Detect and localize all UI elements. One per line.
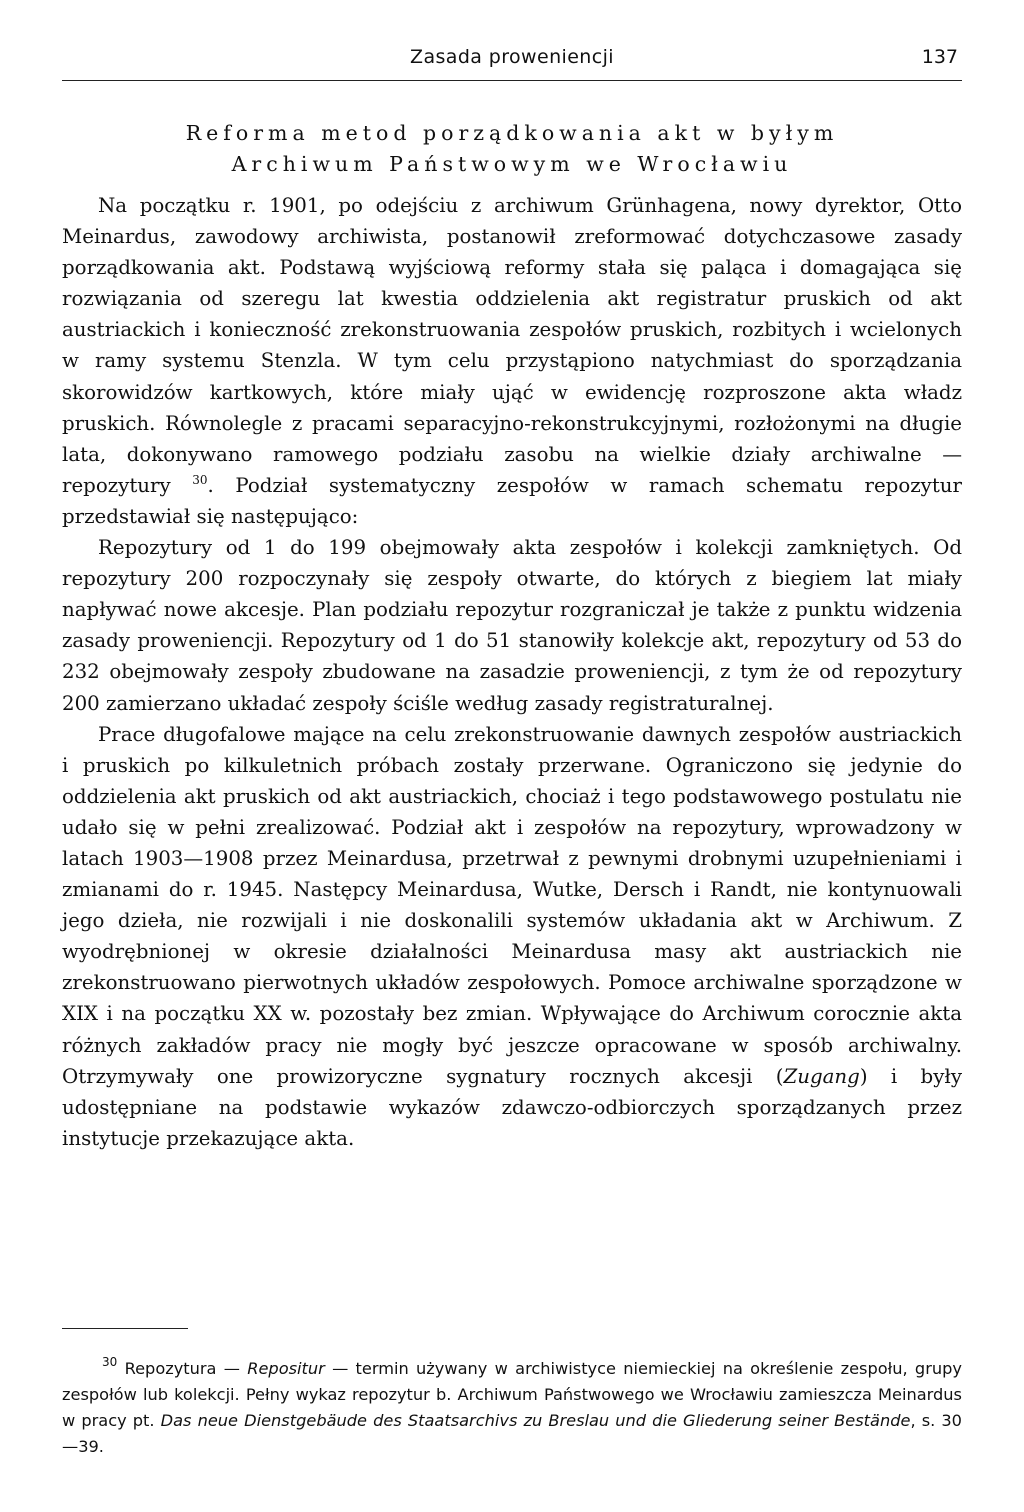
footnotes (62, 1356, 962, 1460)
footnote-30 (62, 1356, 962, 1460)
footnote-pages: , s. 30—39. (62, 1411, 962, 1456)
paragraph-1-text: Na początku r. 1901, po odejściu z archiwum Grünhagena, nowy dyrektor, Otto Meinardus, zawodowy archiwista, postanowił zreformować dotychczasowe zasady porządkowania akt. Podstawą wyjściową reformy stała się paląca i domagająca się rozwiązania od szeregu lat kwestia oddzielenia akt registratur pruskich od akt austriackich i konieczność zrekonstruowania zespołów pruskich, rozbitych i wcielonych w ramy systemu Stenzla. W tym celu przystąpiono natychmiast do sporządzania skorowidzów kartkowych, które miały ująć w ewidencję rozproszone akta władz pruskich. Równolegle z pracami separacyjno-rekonstrukcyjnymi, rozłożonymi na długie lata, dokonywano ramowego podziału zasobu na wielkie działy archiwalne — repozytury (62, 194, 962, 497)
footnote-italic-term: Repositur (247, 1359, 325, 1378)
footnote-divider (62, 1328, 188, 1329)
section-title (62, 118, 962, 180)
section-title-line-1: Reforma metod porządkowania akt w byłym (185, 121, 839, 145)
paragraph-2: Repozytury od 1 do 199 obejmowały akta zespołów i kolekcji zamkniętych. Od repozytury 200 rozpoczynały się zespoły otwarte, do których z biegiem lat miały napływać nowe akcesje. Plan podziału repozytur rozgraniczał je także z punktu widzenia zasady proweniencji. Repozytury od 1 do 51 stanowiły kolekcje akt, repozytury od 53 do 232 obejmowały zespoły zbudowane na zasadzie proweniencji, z tym że od repozytury 200 zamierzano układać zespoły ściśle według zasady registraturalnej. (62, 536, 962, 715)
paragraph-3-text-continued: ) i były udostępniane na podstawie wykazów zdawczo-odbiorczych sporządzanych przez instytucje przekazujące akta. (62, 1064, 962, 1150)
footnote-text: Repozytura — (124, 1359, 248, 1378)
paragraph-1 (62, 190, 962, 532)
page-number: 137 (921, 46, 958, 68)
footnote-reference: 30 (192, 472, 208, 487)
footnote-cited-work: Das neue Dienstgebäude des Staatsarchivs zu Breslau und die Gliederung seiner Bestände (160, 1411, 911, 1430)
body-text (62, 190, 962, 1154)
italic-term-zugang: Zugang (783, 1064, 860, 1088)
paragraph-1-text-continued: . Podział systematyczny zespołów w ramach schematu repozytur przedstawiał się następująco: (62, 473, 962, 528)
footnote-text-continued: — termin używany w archiwistyce niemieckiej na określenie zespołu, grupy zespołów lub kolekcji. Pełny wykaz repozytur b. Archiwum Państwowego we Wrocławiu zamieszcza Meinardus w pracy pt. (62, 1359, 962, 1430)
running-header (62, 46, 962, 81)
footnote-number: 30 (102, 1355, 118, 1369)
running-title: Zasada proweniencji (410, 46, 614, 68)
paragraph-3 (62, 719, 962, 1154)
section-title-line-2: Archiwum Państwowym we Wrocławiu (231, 152, 793, 176)
paragraph-3-text: Prace długofalowe mające na celu zrekonstruowanie dawnych zespołów austriackich i pruskich po kilkuletnich próbach zostały przerwane. Ograniczono się jedynie do oddzielenia akt pruskich od akt austriackich, chociaż i tego podstawowego postulatu nie udało się w pełni zrealizować. Podział akt i zespołów na repozytury, wprowadzony w latach 1903—1908 przez Meinardusa, przetrwał z pewnymi drobnymi uzupełnieniami i zmianami do r. 1945. Następcy Meinardusa, Wutke, Dersch i Randt, nie kontynuowali jego dzieła, nie rozwijali i nie doskonalili systemów układania akt w Archiwum. Z wyodrębnionej w okresie działalności Meinardusa masy akt austriackich nie zrekonstruowano pierwotnych układów zespołowych. Pomoce archiwalne sporządzone w XIX i na początku XX w. pozostały bez zmian. Wpływające do Archiwum corocznie akta różnych zakładów pracy nie mogły być jeszcze opracowane w sposób archiwalny. Otrzymywały one prowizoryczne sygnatury rocznych akcesji ( (62, 722, 962, 1088)
